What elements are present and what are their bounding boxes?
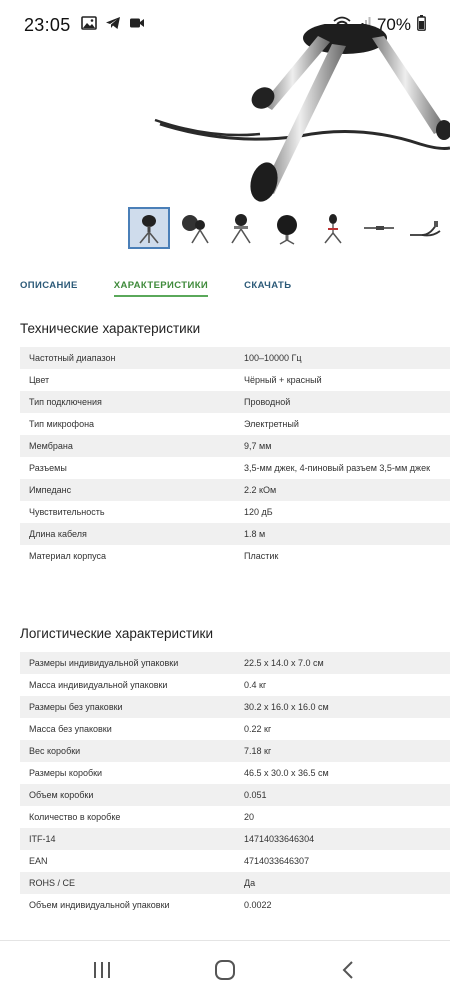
spec-name: Объем коробки: [29, 790, 94, 800]
thumb-mic-popfilter[interactable]: [174, 207, 216, 249]
spec-value: Пластик: [244, 551, 279, 561]
spec-value: Проводной: [244, 397, 291, 407]
spec-value: 3,5-мм джек, 4-пиновый разъем 3,5-мм джек: [244, 463, 431, 473]
spec-name: Цвет: [29, 375, 50, 385]
spec-name: Количество в коробке: [29, 812, 121, 822]
spec-row: [20, 435, 450, 457]
product-photo[interactable]: [0, 24, 450, 214]
spec-name: Материал корпуса: [29, 551, 107, 561]
spec-value: 4714033646307: [244, 856, 310, 866]
spec-name: Объем индивидуальной упаковки: [29, 900, 170, 910]
spec-row: [20, 828, 450, 850]
thumb-mic-tripod[interactable]: [128, 207, 170, 249]
spec-row: [20, 369, 450, 391]
spec-name: Чувствительность: [29, 507, 105, 517]
spec-row: [20, 674, 450, 696]
spec-value: 0.0022: [244, 900, 272, 910]
thumb-mic-front[interactable]: [266, 207, 308, 249]
thumbnail-strip: [128, 207, 450, 249]
spec-value: 14714033646304: [244, 834, 315, 844]
spec-row: [20, 696, 450, 718]
spec-row: [20, 872, 450, 894]
spec-value: 0.4 кг: [244, 680, 267, 690]
spec-name: Масса без упаковки: [29, 724, 112, 734]
spec-name: Масса индивидуальной упаковки: [29, 680, 168, 690]
spec-value: Электретный: [244, 419, 299, 429]
spec-value: 20: [244, 812, 255, 822]
thumb-cable-splitter[interactable]: [404, 207, 446, 249]
spec-name: ITF-14: [29, 834, 56, 844]
tab-characteristics[interactable]: ХАРАКТЕРИСТИКИ: [114, 280, 208, 297]
spec-row: [20, 652, 450, 674]
spec-name: EAN: [29, 856, 48, 866]
spec-row: [20, 457, 450, 479]
spec-row: [20, 784, 450, 806]
system-nav-bar: [0, 945, 450, 1000]
spec-name: Размеры индивидуальной упаковки: [29, 658, 179, 668]
spec-row: [20, 501, 450, 523]
spec-value: 7.18 кг: [244, 746, 272, 756]
spec-row: [20, 479, 450, 501]
spec-value: 0.22 кг: [244, 724, 272, 734]
recent-apps-icon: [92, 961, 112, 984]
battery-percent: 70%: [376, 15, 411, 34]
spec-row: [20, 740, 450, 762]
spec-value: 120 дБ: [244, 507, 273, 517]
logistic-section-title: Логистические характеристики: [20, 626, 213, 641]
spec-name: Мембрана: [29, 441, 73, 451]
bottom-divider: [0, 940, 450, 941]
spec-name: Частотный диапазон: [29, 353, 116, 363]
home-icon: [214, 959, 236, 986]
spec-name: Размеры без упаковки: [29, 702, 123, 712]
tab-description[interactable]: ОПИСАНИЕ: [20, 280, 78, 291]
spec-row: [20, 806, 450, 828]
thumb-cable[interactable]: [358, 207, 400, 249]
back-button[interactable]: [328, 953, 368, 993]
spec-row: [20, 762, 450, 784]
spec-name: Тип микрофона: [29, 419, 95, 429]
spec-name: Импеданс: [29, 485, 72, 495]
spec-value: Чёрный + красный: [244, 375, 322, 385]
spec-value: 30.2 x 16.0 x 16.0 см: [244, 702, 329, 712]
spec-value: 100–10000 Гц: [244, 353, 302, 363]
recent-apps-button[interactable]: [82, 953, 122, 993]
spec-value: Да: [244, 878, 256, 888]
spec-row: [20, 545, 450, 567]
technical-spec-table: [20, 347, 450, 567]
spec-name: Длина кабеля: [29, 529, 87, 539]
thumb-mic-side[interactable]: [312, 207, 354, 249]
spec-value: 9,7 мм: [244, 441, 272, 451]
spec-name: Разъемы: [29, 463, 67, 473]
spec-name: Тип подключения: [29, 397, 102, 407]
spec-value: 0.051: [244, 790, 267, 800]
tab-download[interactable]: СКАЧАТЬ: [244, 280, 292, 291]
spec-row: [20, 718, 450, 740]
home-button[interactable]: [205, 953, 245, 993]
spec-row: [20, 391, 450, 413]
technical-section-title: Технические характеристики: [20, 321, 201, 336]
spec-value: 46.5 x 30.0 x 36.5 см: [244, 768, 329, 778]
product-tabs: [20, 280, 327, 297]
spec-row: [20, 413, 450, 435]
spec-row: [20, 850, 450, 872]
back-icon: [341, 960, 355, 985]
spec-name: Вес коробки: [29, 746, 81, 756]
spec-value: 1.8 м: [244, 529, 266, 539]
spec-name: Размеры коробки: [29, 768, 103, 778]
spec-row: [20, 347, 450, 369]
spec-row: [20, 894, 450, 916]
spec-row: [20, 523, 450, 545]
thumb-mic-stand[interactable]: [220, 207, 262, 249]
logistic-spec-table: [20, 652, 450, 916]
spec-value: 2.2 кОм: [244, 485, 277, 495]
spec-value: 22.5 x 14.0 x 7.0 см: [244, 658, 324, 668]
spec-name: ROHS / CE: [29, 878, 76, 888]
status-time: 23:05: [24, 14, 71, 35]
